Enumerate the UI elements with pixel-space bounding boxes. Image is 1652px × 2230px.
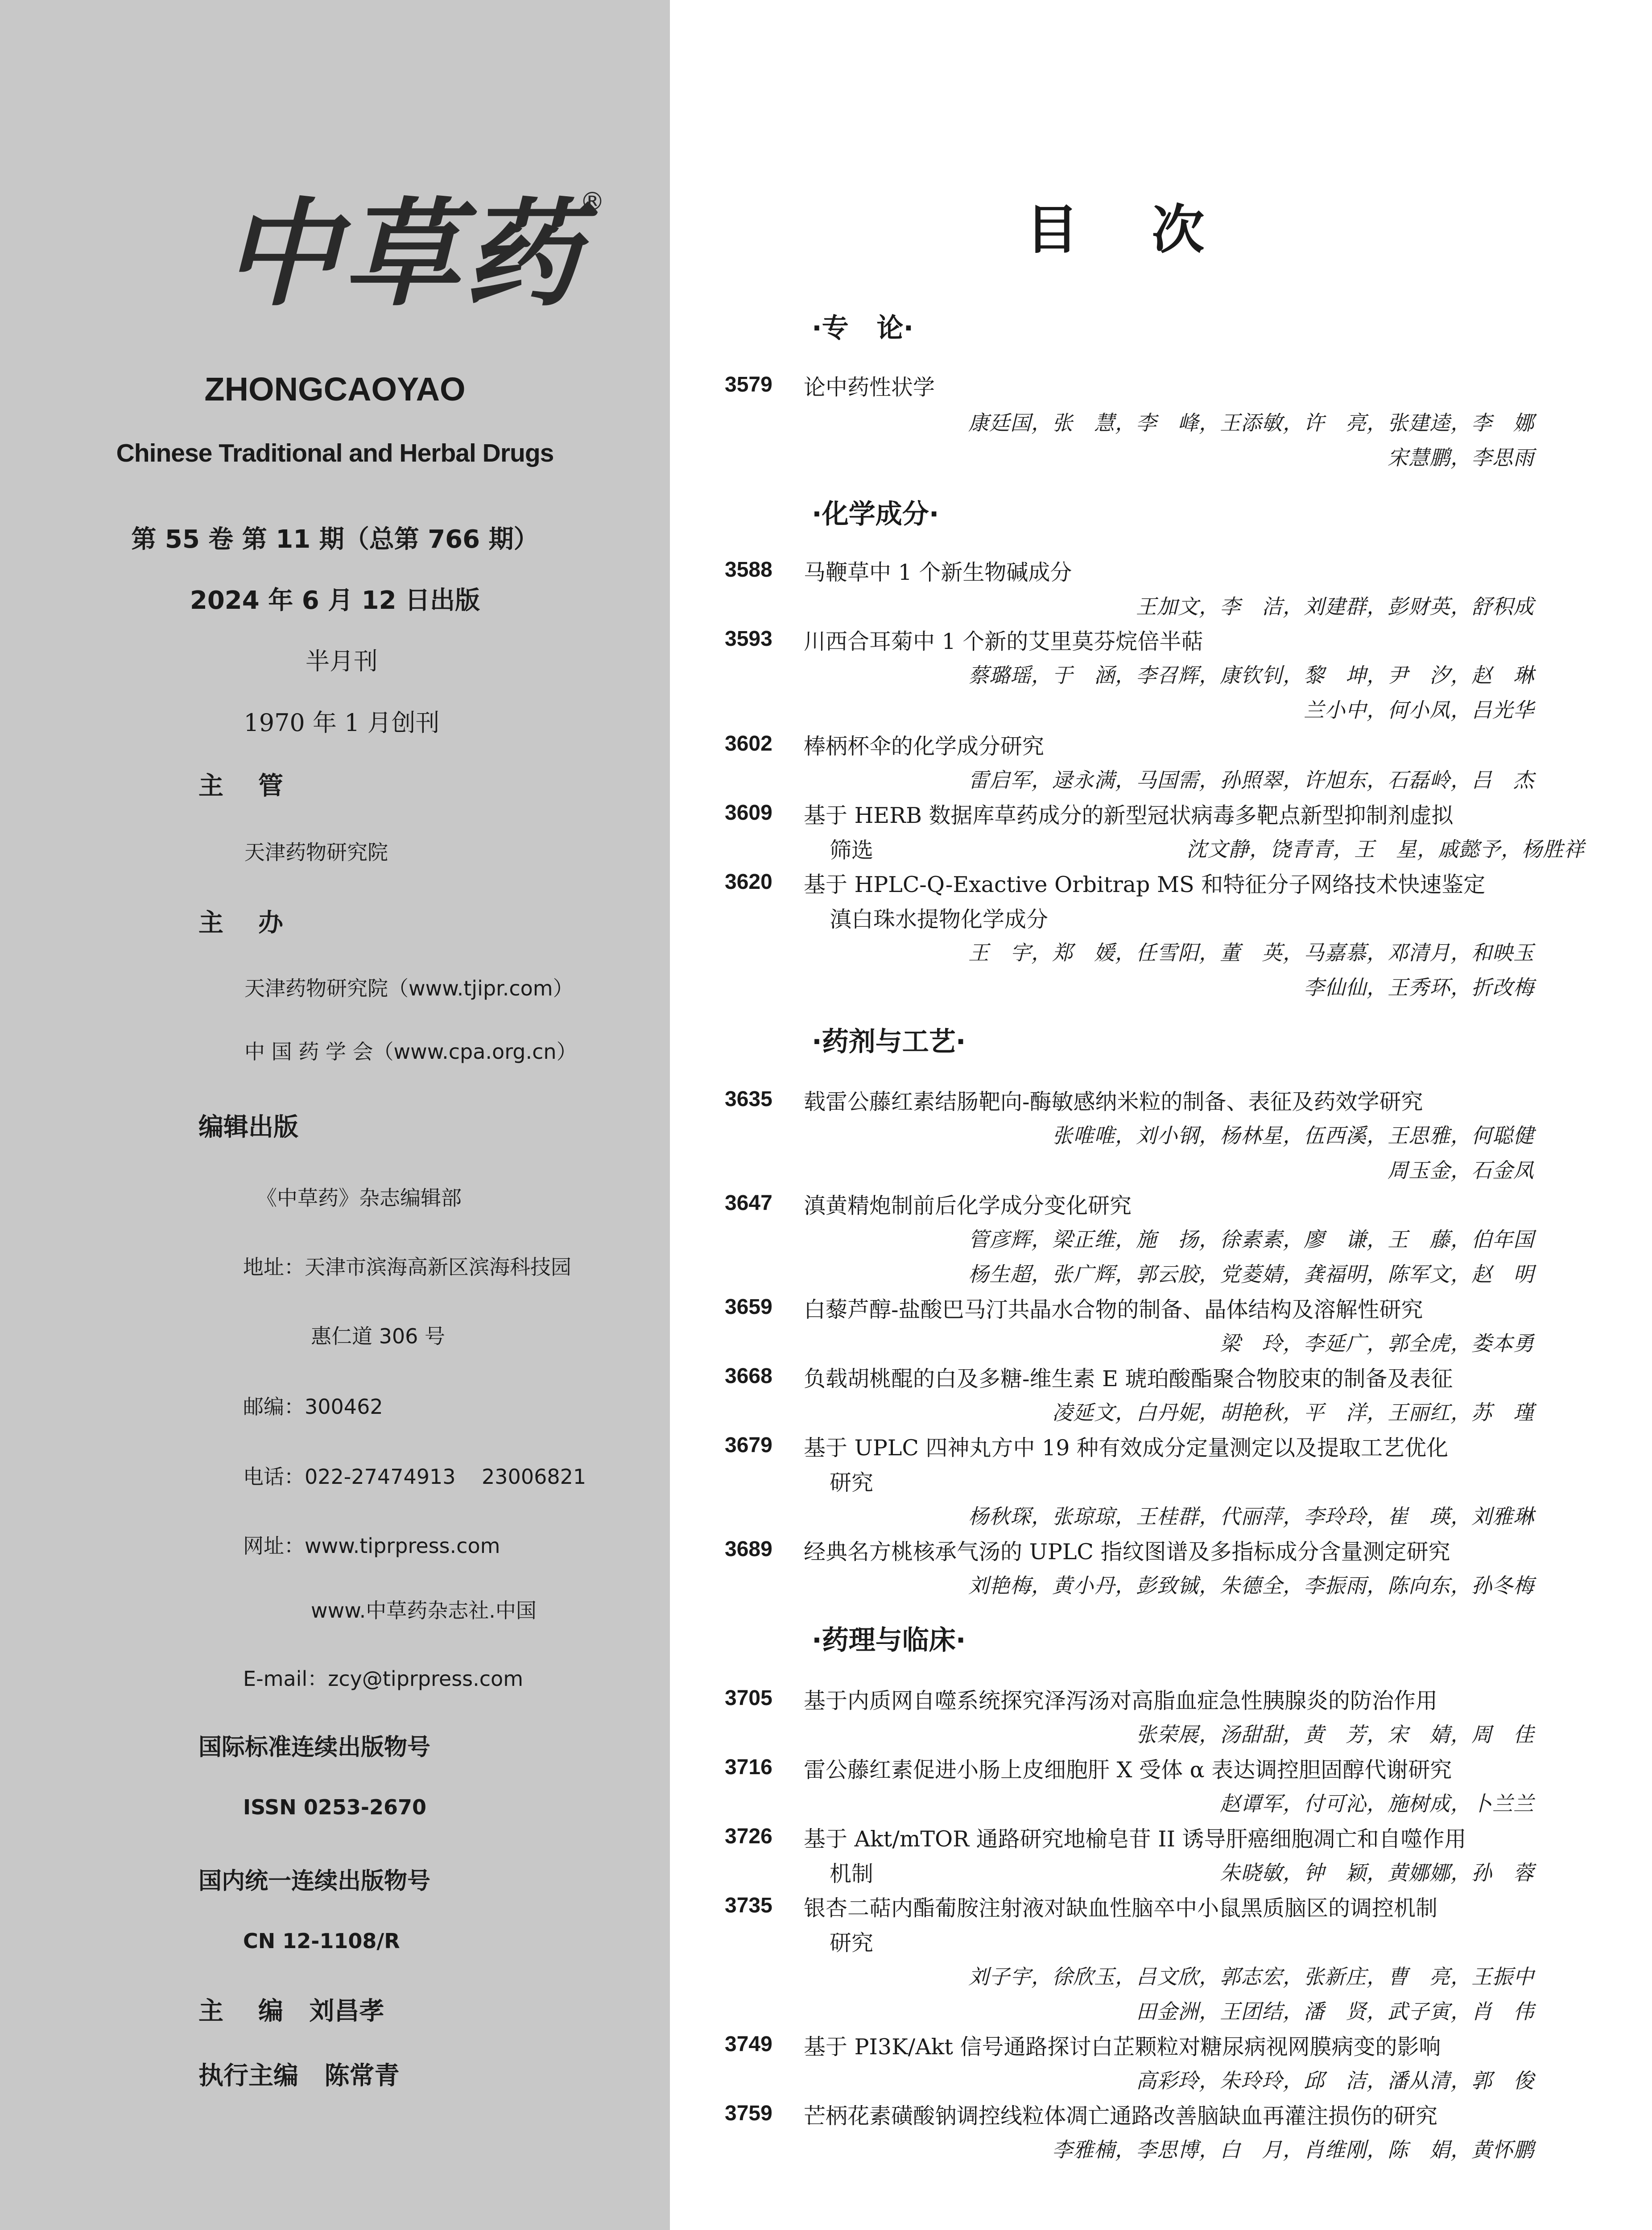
address-line-1: 地址：天津市滨海高新区滨海科技园 bbox=[243, 1255, 571, 1279]
section-heading: ·药剂与工艺· bbox=[812, 1026, 966, 1057]
address-line-2: 惠仁道 306 号 bbox=[311, 1324, 446, 1348]
article-page-number: 3689 bbox=[725, 1537, 772, 1561]
article-authors: 王 宇，郑 媛，任雪阳，董 英，马嘉慕，邓清月，和映玉 bbox=[968, 941, 1534, 965]
article-page-number: 3593 bbox=[725, 627, 772, 651]
editor-publisher-label: 编辑出版 bbox=[198, 1113, 298, 1142]
competent-label: 主 管 bbox=[198, 772, 283, 801]
article-authors: 梁 玲，李延广，郭全虎，娄本勇 bbox=[1220, 1331, 1534, 1355]
article-page-number: 3588 bbox=[725, 558, 772, 582]
chief-editor: 主 编 刘昌孝 bbox=[198, 1997, 384, 2026]
article-title-continued[interactable]: 研究 bbox=[830, 1930, 874, 1956]
competent-value: 天津药物研究院 bbox=[244, 840, 388, 864]
article-authors: 李仙仙，王秀环，折改梅 bbox=[1304, 975, 1534, 999]
article-title[interactable]: 基于 HPLC-Q-Exactive Orbitrap MS 和特征分子网络技术快速鉴定 bbox=[804, 872, 1486, 897]
journal-pinyin: ZHONGCAOYAO bbox=[204, 371, 466, 408]
article-title[interactable]: 基于 UPLC 四神丸方中 19 种有效成分定量测定以及提取工艺优化 bbox=[804, 1435, 1448, 1461]
editor-publisher-value: 《中草药》杂志编辑部 bbox=[256, 1186, 462, 1210]
volume-issue: 第 55 卷 第 11 期（总第 766 期） bbox=[131, 525, 539, 554]
article-page-number: 3726 bbox=[725, 1825, 772, 1848]
article-authors: 刘艳梅，黄小丹，彭致铖，朱德全，李振雨，陈向东，孙冬梅 bbox=[968, 1573, 1534, 1598]
article-page-number: 3735 bbox=[725, 1894, 772, 1917]
article-authors: 杨生超，张广辉，郭云胶，党菱婧，龚福明，陈军文，赵 明 bbox=[968, 1262, 1534, 1286]
article-title[interactable]: 芒柄花素磺酸钠调控线粒体凋亡通路改善脑缺血再灌注损伤的研究 bbox=[804, 2103, 1438, 2129]
article-title[interactable]: 载雷公藤红素结肠靶向-酶敏感纳米粒的制备、表征及药效学研究 bbox=[804, 1089, 1423, 1115]
article-title[interactable]: 银杏二萜内酯葡胺注射液对缺血性脑卒中小鼠黑质脑区的调控机制 bbox=[804, 1896, 1438, 1921]
article-authors: 高彩玲，朱玲玲，邱 洁，潘从清，郭 俊 bbox=[1136, 2069, 1534, 2093]
publish-date: 2024 年 6 月 12 日出版 bbox=[190, 586, 480, 615]
article-page-number: 3579 bbox=[725, 373, 772, 396]
website-2: www.中草药杂志社.中国 bbox=[311, 1598, 537, 1623]
article-title[interactable]: 论中药性状学 bbox=[804, 375, 935, 400]
article-authors: 兰小中，何小凤，吕光华 bbox=[1304, 698, 1534, 722]
masthead-sidebar bbox=[0, 0, 670, 2230]
article-authors: 刘子宇，徐欣玉，吕文欣，郭志宏，张新庄，曹 亮，王振中 bbox=[968, 1965, 1534, 1989]
article-title[interactable]: 基于 PI3K/Akt 信号通路探讨白芷颗粒对糖尿病视网膜病变的影响 bbox=[804, 2034, 1441, 2060]
article-page-number: 3668 bbox=[725, 1364, 772, 1388]
article-page-number: 3749 bbox=[725, 2032, 772, 2056]
article-authors: 王加文，李 洁，刘建群，彭财英，舒积成 bbox=[1136, 595, 1534, 619]
logo-char-2: 草 bbox=[343, 186, 459, 322]
postcode: 邮编：300462 bbox=[243, 1395, 383, 1419]
article-title[interactable]: 棒柄杯伞的化学成分研究 bbox=[804, 734, 1045, 759]
article-title[interactable]: 雷公藤红素促进小肠上皮细胞肝 X 受体 α 表达调控胆固醇代谢研究 bbox=[804, 1757, 1452, 1783]
article-page-number: 3659 bbox=[725, 1295, 772, 1319]
issn-label: 国际标准连续出版物号 bbox=[198, 1734, 431, 1761]
article-page-number: 3705 bbox=[725, 1686, 772, 1710]
article-title[interactable]: 负载胡桃醌的白及多糖-维生素 E 琥珀酸酯聚合物胶束的制备及表征 bbox=[804, 1366, 1453, 1392]
journal-english-title: Chinese Traditional and Herbal Drugs bbox=[116, 439, 554, 467]
executive-editor: 执行主编 陈常青 bbox=[198, 2061, 400, 2090]
article-authors: 朱晓敏，钟 颖，黄娜娜，孙 蓉 bbox=[1220, 1861, 1534, 1885]
section-heading: ·化学成分· bbox=[812, 499, 939, 530]
article-title[interactable]: 滇黄精炮制前后化学成分变化研究 bbox=[804, 1193, 1132, 1218]
frequency: 半月刊 bbox=[306, 647, 378, 675]
phone: 电话：022-27474913 23006821 bbox=[243, 1465, 586, 1489]
article-page-number: 3609 bbox=[725, 801, 772, 825]
article-authors: 沈文静，饶青青，王 星，戚懿予，杨胜祥 bbox=[1186, 837, 1585, 861]
article-title[interactable]: 基于 HERB 数据库草药成分的新型冠状病毒多靶点新型抑制剂虚拟 bbox=[804, 803, 1454, 828]
website-1: 网址：www.tiprpress.com bbox=[243, 1534, 500, 1558]
article-authors: 杨秋琛，张琼琼，王桂群，代丽萍，李玲玲，崔 瑛，刘雅琳 bbox=[968, 1504, 1534, 1528]
article-authors: 宋慧鹏，李思雨 bbox=[1388, 446, 1534, 470]
article-title[interactable]: 白藜芦醇-盐酸巴马汀共晶水合物的制备、晶体结构及溶解性研究 bbox=[804, 1297, 1423, 1322]
sponsor-2: 中 国 药 学 会（www.cpa.org.cn） bbox=[244, 1040, 577, 1064]
article-authors: 蔡璐瑶，于 涵，李召辉，康钦钊，黎 坤，尹 汐，赵 琳 bbox=[968, 663, 1534, 687]
article-authors: 田金洲，王团结，潘 贤，武子寅，肖 伟 bbox=[1136, 1999, 1534, 2024]
sponsor-label: 主 办 bbox=[198, 909, 283, 937]
article-authors: 周玉金，石金凤 bbox=[1388, 1158, 1534, 1182]
article-page-number: 3679 bbox=[725, 1433, 772, 1457]
cn-value: CN 12-1108/R bbox=[243, 1929, 400, 1953]
sponsor-1: 天津药物研究院（www.tjipr.com） bbox=[244, 976, 574, 1000]
section-heading: ·专 论· bbox=[812, 313, 914, 344]
article-title[interactable]: 马鞭草中 1 个新生物碱成分 bbox=[804, 560, 1072, 585]
issn-value: ISSN 0253-2670 bbox=[243, 1795, 426, 1819]
article-title[interactable]: 经典名方桃核承气汤的 UPLC 指纹图谱及多指标成分含量测定研究 bbox=[804, 1539, 1450, 1565]
article-page-number: 3620 bbox=[725, 870, 772, 894]
section-heading: ·药理与临床· bbox=[812, 1625, 966, 1656]
article-authors: 赵谭军，付可沁，施树成，卜兰兰 bbox=[1220, 1792, 1534, 1816]
article-authors: 管彦辉，梁正维，施 扬，徐素素，廖 谦，王 藤，伯年国 bbox=[968, 1227, 1534, 1251]
logo-char-1: 中 bbox=[223, 186, 339, 322]
article-authors: 张唯唯，刘小钢，杨林星，伍西溪，王思雅，何聪健 bbox=[1052, 1123, 1534, 1148]
toc-title: 目 次 bbox=[1026, 199, 1205, 260]
article-page-number: 3716 bbox=[725, 1755, 772, 1779]
article-title[interactable]: 基于 Akt/mTOR 通路研究地榆皂苷 II 诱导肝癌细胞凋亡和自噬作用 bbox=[804, 1826, 1466, 1852]
article-page-number: 3635 bbox=[725, 1087, 772, 1111]
article-authors: 凌延文，白丹妮，胡艳秋，平 洋，王丽红，苏 瑾 bbox=[1052, 1400, 1534, 1425]
article-title[interactable]: 基于内质网自噬系统探究泽泻汤对高脂血症急性胰腺炎的防治作用 bbox=[804, 1688, 1438, 1714]
cn-label: 国内统一连续出版物号 bbox=[198, 1868, 431, 1895]
article-title-continued[interactable]: 研究 bbox=[830, 1470, 874, 1495]
founded-date: 1970 年 1 月创刊 bbox=[244, 709, 440, 737]
article-title-continued[interactable]: 机制 bbox=[830, 1861, 874, 1887]
logo-char-3: 药 bbox=[464, 186, 580, 322]
article-title-continued[interactable]: 滇白珠水提物化学成分 bbox=[830, 907, 1049, 932]
article-authors: 李雅楠，李思博，白 月，肖维刚，陈 娟，黄怀鹏 bbox=[1052, 2138, 1534, 2162]
article-page-number: 3602 bbox=[725, 732, 772, 756]
article-page-number: 3759 bbox=[725, 2102, 772, 2125]
article-title-continued[interactable]: 筛选 bbox=[830, 838, 874, 863]
journal-logo bbox=[223, 186, 605, 322]
article-page-number: 3647 bbox=[725, 1191, 772, 1215]
registered-mark: ® bbox=[580, 187, 605, 216]
article-authors: 雷启军，逯永满，马国需，孙照翠，许旭东，石磊岭，吕 杰 bbox=[968, 768, 1534, 792]
email: E-mail：zcy@tiprpress.com bbox=[243, 1667, 524, 1691]
article-title[interactable]: 川西合耳菊中 1 个新的艾里莫芬烷倍半萜 bbox=[804, 629, 1203, 654]
article-authors: 张荣展，汤甜甜，黄 芳，宋 婧，周 佳 bbox=[1136, 1722, 1534, 1747]
article-authors: 康廷国，张 慧，李 峰，王添敏，许 亮，张建逵，李 娜 bbox=[968, 411, 1534, 435]
